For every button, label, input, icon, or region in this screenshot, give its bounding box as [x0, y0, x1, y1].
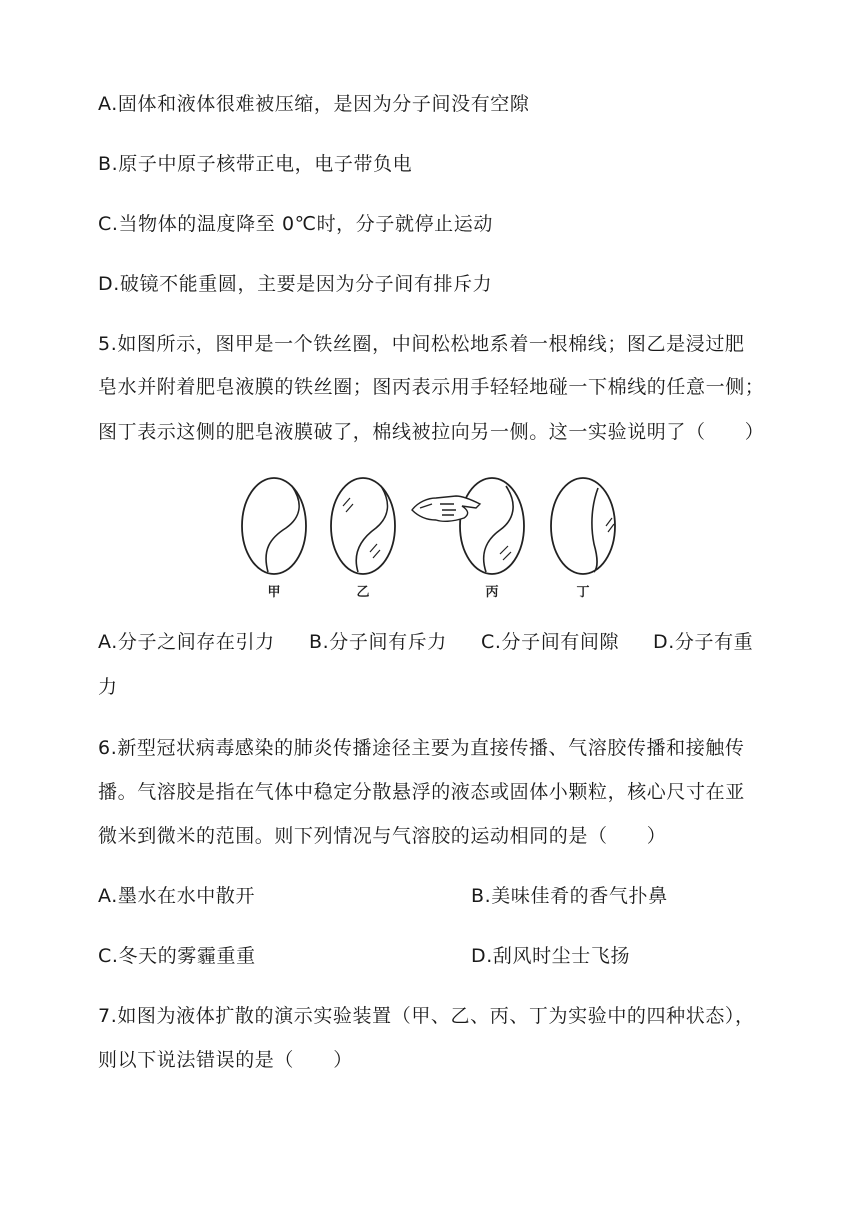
hand-icon: [412, 496, 480, 521]
q4-option-a: A.固体和液体很难被压缩，是因为分子间没有空隙: [98, 93, 530, 115]
soap-film-figure: [236, 474, 626, 604]
q6-stem-line-3: 微米到微米的范围。则下列情况与气溶胶的运动相同的是（ ）: [98, 825, 667, 847]
wire-loop-ding: [551, 478, 615, 574]
q4-option-c: C.当物体的温度降至 0℃时，分子就停止运动: [98, 213, 493, 235]
q4-option-d: D.破镜不能重圆，主要是因为分子间有排斥力: [98, 273, 493, 295]
figure-label-ding: 丁: [576, 585, 590, 600]
q5-option-d: D.分子有重: [653, 631, 754, 653]
q6-option-c: C.冬天的雾霾重重: [98, 945, 256, 967]
q7-stem-line-2: 则以下说法错误的是（ ）: [98, 1049, 353, 1071]
wire-loop-bing: [460, 478, 524, 574]
q5-option-a: A.分子之间存在引力: [98, 631, 275, 653]
q6-stem-line-2: 播。气溶胶是指在气体中稳定分散悬浮的液态或固体小颗粒，核心尺寸在亚: [98, 781, 745, 803]
q7-stem-line-1: 7.如图为液体扩散的演示实验装置（甲、乙、丙、丁为实验中的四种状态），: [98, 1005, 755, 1027]
q6-option-a: A.墨水在水中散开: [98, 885, 256, 907]
q6-option-d: D.刮风时尘士飞扬: [471, 945, 631, 967]
q6-option-b: B.美味佳肴的香气扑鼻: [471, 885, 668, 907]
q5-stem-line-1: 5.如图所示，图甲是一个铁丝圈，中间松松地系着一根棉线；图乙是浸过肥: [98, 333, 745, 355]
q5-option-b: B.分子间有斥力: [309, 631, 447, 653]
q6-stem-line-1: 6.新型冠状病毒感染的肺炎传播途径主要为直接传播、气溶胶传播和接触传: [98, 737, 745, 759]
wire-loop-yi: [331, 478, 395, 574]
figure-label-jia: 甲: [267, 585, 281, 600]
q5-stem-line-2: 皂水并附着肥皂液膜的铁丝圈；图丙表示用手轻轻地碰一下棉线的任意一侧；: [98, 376, 765, 398]
q5-option-d-continued: 力: [98, 676, 118, 698]
figure-label-yi: 乙: [356, 585, 370, 600]
q4-option-b: B.原子中原子核带正电，电子带负电: [98, 153, 413, 175]
q5-stem-line-3: 图丁表示这侧的肥皂液膜破了，棉线被拉向另一侧。这一实验说明了（ ）: [98, 421, 765, 443]
wire-loop-jia: [242, 478, 306, 574]
figure-label-bing: 丙: [485, 585, 499, 600]
q5-option-c: C.分子间有间隙: [481, 631, 620, 653]
